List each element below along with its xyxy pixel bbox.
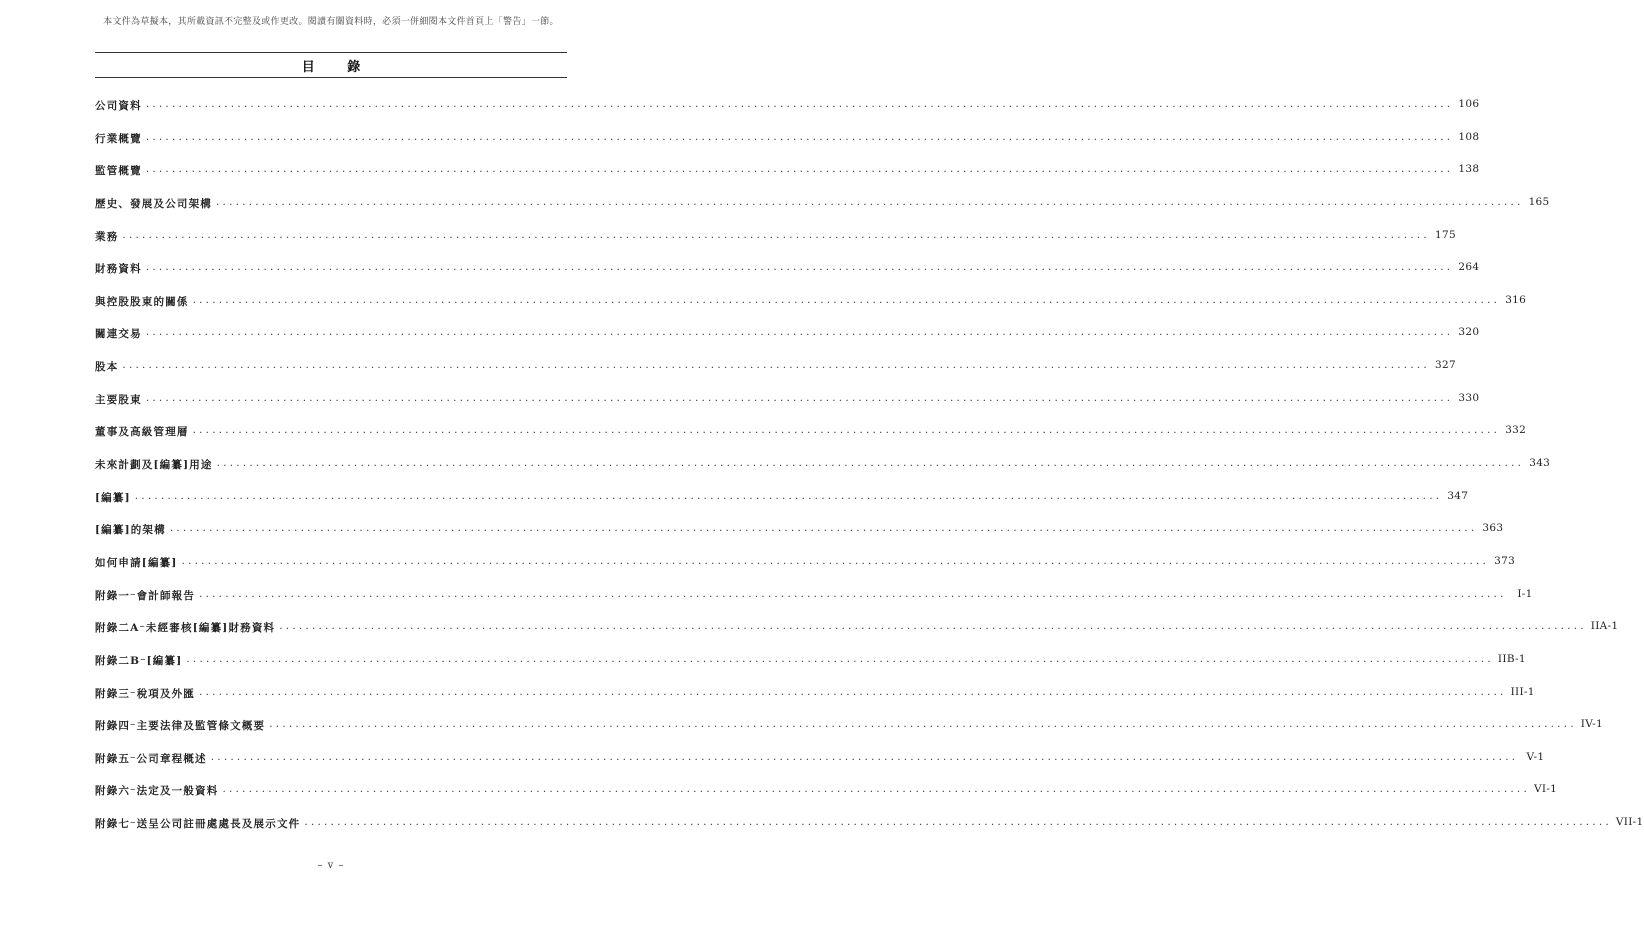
appendix-number: 附錄七 bbox=[95, 818, 131, 831]
toc-entry[interactable] bbox=[95, 489, 1469, 523]
dot-leader: ........................................................................................................................................................................................................ bbox=[122, 359, 1430, 372]
dot-leader: ........................................................................................................................................................................................................ bbox=[145, 326, 1454, 339]
toc-entry-label: 主要股東 bbox=[95, 393, 142, 406]
toc-entry-label: 與控股股東的關係 bbox=[95, 295, 189, 308]
dot-leader: ........................................................................................................................................................................................................ bbox=[169, 522, 1478, 535]
dot-leader: ........................................................................................................................................................................................................ bbox=[145, 391, 1454, 404]
toc-entry[interactable] bbox=[95, 457, 1551, 490]
appendix-number: 附錄二B bbox=[95, 654, 141, 667]
toc-entry[interactable] bbox=[95, 359, 1456, 392]
appendix-number: 附錄四 bbox=[95, 720, 131, 733]
dot-leader: ........................................................................................................................................................................................................ bbox=[222, 783, 1530, 796]
dot-leader: ........................................................................................................................................................................................................ bbox=[145, 98, 1454, 110]
toc-appendix-entry[interactable] bbox=[95, 750, 1545, 784]
dot-leader: ........................................................................................................................................................................................................ bbox=[199, 587, 1507, 600]
toc-entry[interactable] bbox=[95, 195, 1550, 229]
toc-entry-page: 332 bbox=[1505, 424, 1527, 437]
toc-entry-label: 未來計劃及[編纂]用途 bbox=[95, 459, 213, 472]
dot-leader: ........................................................................................................................................................................................................ bbox=[145, 163, 1454, 176]
toc-entry-label: [編纂] bbox=[146, 654, 183, 667]
dot-leader: ........................................................................................................................................................................................................ bbox=[216, 457, 1525, 470]
toc-entry-page: 330 bbox=[1458, 391, 1480, 404]
toc-entry-label: 公司章程概述 bbox=[136, 752, 207, 765]
toc-entry-label: 監管概覽 bbox=[95, 165, 142, 178]
toc-entry-page: IIA-1 bbox=[1590, 620, 1619, 633]
toc-entry-page: 343 bbox=[1529, 457, 1551, 470]
toc-entry-page: 320 bbox=[1458, 326, 1480, 339]
toc-entry-page: III-1 bbox=[1510, 685, 1535, 698]
toc-entry-page: IV-1 bbox=[1580, 718, 1603, 731]
toc-entry-page: 363 bbox=[1482, 522, 1504, 535]
toc-entry-page: 108 bbox=[1458, 130, 1480, 143]
appendix-dash: – bbox=[130, 750, 137, 763]
toc-entry-page: IIB-1 bbox=[1497, 652, 1526, 665]
toc-entry[interactable] bbox=[95, 424, 1527, 457]
appendix-number: 附錄五 bbox=[95, 752, 131, 765]
appendix-dash: – bbox=[130, 783, 137, 796]
toc-entry-page: VI-1 bbox=[1534, 783, 1558, 796]
toc-entry-label: 法定及一般資料 bbox=[136, 785, 219, 798]
toc-entry[interactable] bbox=[95, 163, 1480, 196]
toc-entry-page: 138 bbox=[1458, 163, 1480, 176]
toc-appendix-entry[interactable] bbox=[95, 620, 1619, 653]
dot-leader: ........................................................................................................................................................................................................ bbox=[181, 554, 1490, 567]
toc-entry-label: 歷史、發展及公司架構 bbox=[95, 197, 212, 210]
appendix-dash: – bbox=[130, 816, 137, 829]
toc-entry-label: 未經審核[編纂]財務資料 bbox=[145, 622, 276, 635]
table-of-contents bbox=[95, 98, 1644, 849]
toc-entry-label: 行業概覽 bbox=[95, 132, 142, 145]
appendix-number: 附錄二A bbox=[95, 622, 140, 635]
page-title: 目 錄 bbox=[301, 60, 375, 75]
dot-leader: ........................................................................................................................................................................................................ bbox=[304, 816, 1612, 829]
dot-leader: ........................................................................................................................................................................................................ bbox=[145, 261, 1454, 274]
toc-entry-page: 264 bbox=[1458, 261, 1480, 274]
toc-entry[interactable] bbox=[95, 98, 1480, 131]
toc-entry[interactable] bbox=[95, 554, 1516, 588]
toc-entry-label: 董事及高級管理層 bbox=[95, 426, 189, 439]
appendix-dash: – bbox=[130, 587, 137, 600]
dot-leader: ........................................................................................................................................................................................................ bbox=[192, 293, 1501, 306]
toc-entry-label: 送呈公司註冊處處長及展示文件 bbox=[136, 818, 301, 831]
dot-leader: ........................................................................................................................................................................................................ bbox=[210, 750, 1519, 763]
toc-appendix-entry[interactable] bbox=[95, 652, 1526, 686]
toc-entry-label: 公司資料 bbox=[95, 100, 142, 112]
toc-entry-label: 會計師報告 bbox=[136, 589, 196, 602]
toc-entry-page: 165 bbox=[1528, 195, 1550, 208]
toc-entry[interactable] bbox=[95, 130, 1480, 164]
toc-entry-label: [編纂] bbox=[95, 491, 131, 504]
dot-leader: ........................................................................................................................................................................................................ bbox=[145, 130, 1454, 143]
dot-leader: ........................................................................................................................................................................................................ bbox=[269, 718, 1577, 731]
appendix-dash: – bbox=[139, 620, 146, 633]
toc-entry-page: VII-1 bbox=[1615, 816, 1644, 829]
toc-appendix-entry[interactable] bbox=[95, 587, 1533, 621]
appendix-number: 附錄三 bbox=[95, 687, 131, 700]
dot-leader: ........................................................................................................................................................................................................ bbox=[122, 228, 1430, 241]
toc-entry[interactable] bbox=[95, 293, 1527, 327]
toc-entry-label: 稅項及外匯 bbox=[136, 687, 196, 700]
appendix-number: 附錄六 bbox=[95, 785, 131, 798]
appendix-dash: – bbox=[140, 652, 147, 665]
toc-entry[interactable] bbox=[95, 391, 1480, 425]
toc-entry-label: [編纂]的架構 bbox=[95, 524, 166, 537]
toc-entry-label: 主要法律及監管條文概要 bbox=[136, 720, 266, 733]
title-bottom-rule bbox=[95, 77, 567, 78]
toc-entry-label: 如何申請[編纂] bbox=[95, 556, 178, 569]
toc-entry-page: 106 bbox=[1458, 98, 1480, 110]
page-number: – v – bbox=[317, 860, 345, 871]
appendix-dash: – bbox=[130, 718, 137, 731]
toc-entry-label: 股本 bbox=[95, 361, 119, 374]
toc-entry[interactable] bbox=[95, 228, 1456, 262]
dot-leader: ........................................................................................................................................................................................................ bbox=[186, 652, 1494, 665]
draft-notice: 本文件為草擬本，其所載資訊不完整及或作更改。閱讀有關資料時，必須一併細閱本文件首頁上「警告」一節。 bbox=[103, 17, 559, 27]
toc-entry-label: 業務 bbox=[95, 230, 119, 243]
toc-entry[interactable] bbox=[95, 261, 1480, 294]
dot-leader: ........................................................................................................................................................................................................ bbox=[199, 685, 1507, 698]
toc-entry-page: 373 bbox=[1494, 554, 1516, 567]
toc-entry[interactable] bbox=[95, 326, 1480, 359]
title-top-rule bbox=[95, 52, 567, 53]
toc-entry-page: 347 bbox=[1447, 489, 1469, 502]
dot-leader: ........................................................................................................................................................................................................ bbox=[134, 489, 1443, 502]
dot-leader: ........................................................................................................................................................................................................ bbox=[216, 195, 1524, 208]
toc-entry-page: 316 bbox=[1505, 293, 1527, 306]
toc-entry-label: 關連交易 bbox=[95, 328, 142, 341]
toc-entry-page: V-1 bbox=[1526, 750, 1545, 763]
toc-entry-label: 財務資料 bbox=[95, 263, 142, 276]
appendix-dash: – bbox=[130, 685, 137, 698]
dot-leader: ........................................................................................................................................................................................................ bbox=[192, 424, 1501, 437]
appendix-number: 附錄一 bbox=[95, 589, 131, 602]
toc-entry-page: I-1 bbox=[1517, 587, 1533, 600]
toc-entry-page: 175 bbox=[1434, 228, 1456, 241]
toc-entry[interactable] bbox=[95, 522, 1504, 555]
toc-entry-page: 327 bbox=[1434, 359, 1456, 372]
toc-appendix-entry[interactable] bbox=[95, 685, 1535, 719]
dot-leader: ........................................................................................................................................................................................................ bbox=[279, 620, 1587, 633]
toc-appendix-entry[interactable] bbox=[95, 783, 1558, 816]
toc-appendix-entry[interactable] bbox=[95, 718, 1603, 751]
toc-appendix-entry[interactable] bbox=[95, 816, 1644, 849]
